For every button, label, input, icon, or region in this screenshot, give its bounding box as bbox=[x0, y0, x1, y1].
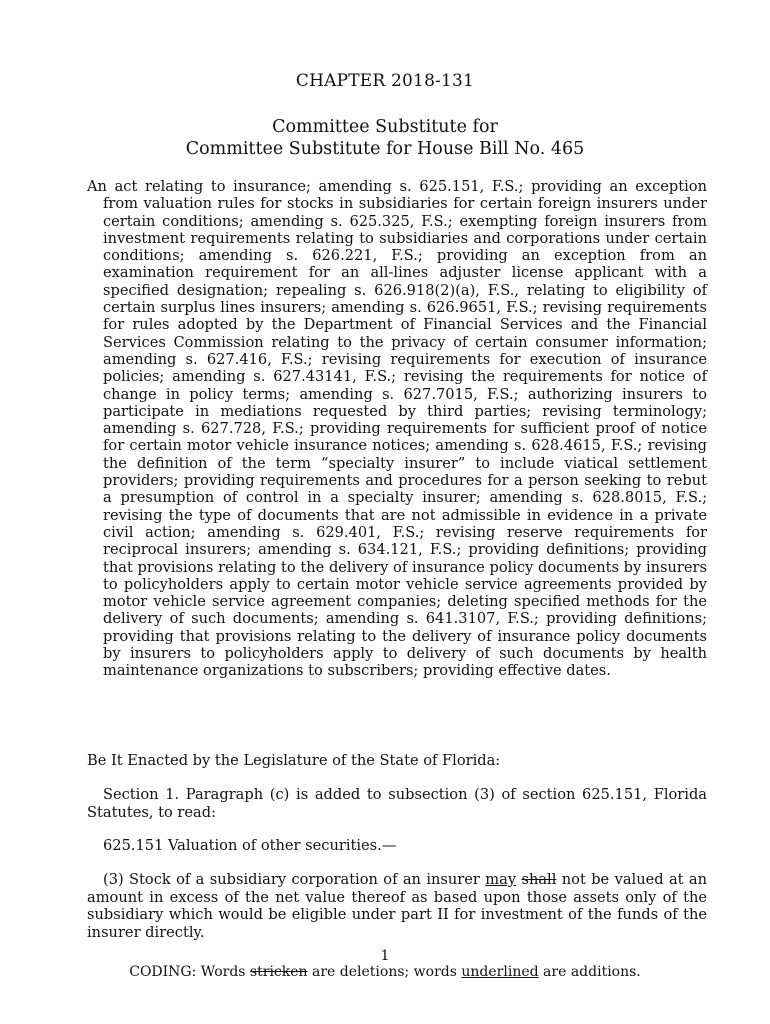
statute-heading: 625.151 Valuation of other securities.— bbox=[103, 837, 397, 854]
section-1-text: Section 1. Paragraph (c) is added to subsection (3) of section 625.151, Florida Statutes, to read: bbox=[87, 786, 707, 821]
inserted-word: may bbox=[485, 871, 517, 888]
subsection-3-text bbox=[87, 871, 707, 941]
bill-subtitle-line2: Committee Substitute for House Bill No. 465 bbox=[185, 139, 585, 159]
subsection-3-prefix: (3) Stock of a subsidiary corporation of an insurer bbox=[103, 871, 486, 888]
coding-suffix: are additions. bbox=[538, 964, 641, 980]
enacting-clause: Be It Enacted by the Legislature of the State of Florida: bbox=[87, 752, 501, 769]
page-number: 1 bbox=[380, 948, 390, 964]
bill-subtitle-line1: Committee Substitute for bbox=[272, 117, 498, 137]
subsection-3-suffix: not be valued at an amount in excess of the net value thereof as based upon those assets only of the subsidiary which would be eligible under part II for investment of the funds of the insurer directly. bbox=[87, 871, 707, 941]
coding-middle: are deletions; words bbox=[307, 964, 462, 980]
coding-prefix: CODING: Words bbox=[129, 964, 250, 980]
deleted-word: shall bbox=[521, 871, 557, 888]
coding-underlined-example: underlined bbox=[461, 964, 539, 980]
chapter-title: CHAPTER 2018-131 bbox=[295, 71, 475, 91]
act-summary: An act relating to insurance; amending s. 625.151, F.S.; providing an exception from valuation rules for stocks in subsidiaries for certain foreign insurers under certain conditions; amending s. 625.325, F.S.; exempting foreign insurers from investment requirements relating to subsidiaries and corporations under certain conditions; amending s. 626.221, F.S.; providing an exception from an examination requirement for an all-lines adjuster license applicant with a specified designation; repealing s. 626.918(2)(a), F.S., relating to eligibility of certain surplus lines insurers; amending s. 626.9651, F.S.; revising requirements for rules adopted by the Department of Financial Services and the Financial Services Commission relating to the privacy of certain consumer information; amending s. 627.416, F.S.; revising requirements for execution of insurance policies; amending s. 627.43141, F.S.; revising the requirements for notice of change in policy terms; amending s. 627.7015, F.S.; authorizing insurers to participate in mediations requested by third parties; revising terminology; amending s. 627.728, F.S.; providing requirements for sufficient proof of notice for certain motor vehicle insurance notices; amending s. 628.4615, F.S.; revising the definition of the term “specialty insurer” to include viatical settlement providers; providing requirements and procedures for a person seeking to rebut a presumption of control in a specialty insurer; amending s. 628.8015, F.S.; revising the type of documents that are not admissible in evidence in a private civil action; amending s. 629.401, F.S.; revising reserve requirements for reciprocal insurers; amending s. 634.121, F.S.; providing definitions; providing that provisions relating to the delivery of insurance policy documents by insurers to policyholders apply to certain motor vehicle service agreements provided by motor vehicle service agreement companies; deleting specified methods for the delivery of such documents; amending s. 641.3107, F.S.; providing definitions; providing that provisions relating to the delivery of insurance policy documents by insurers to policyholders apply to delivery of such documents by health maintenance organizations to subscribers; providing effective dates. bbox=[87, 178, 707, 680]
coding-legend bbox=[0, 964, 770, 980]
coding-stricken-example: stricken bbox=[249, 964, 308, 980]
